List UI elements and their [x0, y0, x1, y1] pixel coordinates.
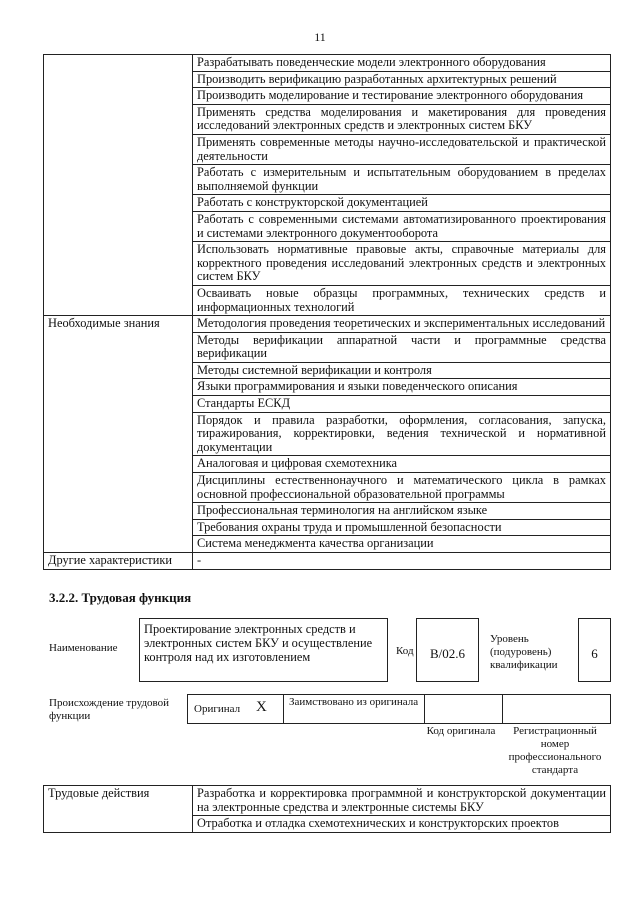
code-original-label: Код оригинала [426, 725, 496, 737]
skill-item: Применять средства моделирования и макетирования для проведения исследований электронных средств и электронных систем БКУ [193, 104, 611, 134]
knowledge-item: Методы системной верификации и контроля [193, 362, 611, 379]
skill-item: Работать с конструкторской документацией [193, 195, 611, 212]
skill-item: Производить моделирование и тестирование электронного оборудования [193, 88, 611, 105]
actions-table [43, 785, 611, 833]
other-label: Другие характеристики [44, 553, 193, 570]
skill-item: Осваивать новые образцы программных, технических средств и информационных технологий [193, 285, 611, 315]
code-label: Код [396, 645, 414, 657]
skills-label-cell [44, 55, 193, 316]
original-mark: X [256, 699, 267, 715]
level-label: Уровень (подуровень) квалификации [490, 633, 558, 671]
skill-item: Разрабатывать поведенческие модели электронного оборудования [193, 55, 611, 72]
original-label: Оригинал [194, 703, 241, 715]
knowledge-item: Языки программирования и языки поведенческого описания [193, 379, 611, 396]
knowledge-item: Методы верификации аппаратной части и программные средства верификации [193, 332, 611, 362]
knowledge-item: Требования охраны труда и промышленной безопасности [193, 519, 611, 536]
skill-item: Работать с измерительным и испытательным оборудованием в пределах выполняемой функции [193, 165, 611, 195]
name-value: Проектирование электронных средств и электронных систем БКУ и осуществление контроля над их изготовлением [139, 618, 388, 682]
action-item: Отработка и отладка схемотехнических и конструкторских проектов [193, 816, 611, 833]
knowledge-item: Профессиональная терминология на английском языке [193, 503, 611, 520]
actions-label: Трудовые действия [44, 786, 193, 833]
name-label: Наименование [49, 642, 118, 654]
section-title: 3.2.2. Трудовая функция [49, 590, 192, 605]
borrowed-label: Заимствовано из оригинала [289, 696, 419, 708]
knowledge-label: Необходимые знания [44, 316, 193, 553]
knowledge-item: Дисциплины естественнонаучного и математического цикла в рамках основной профессиональной образовательной программы [193, 473, 611, 503]
other-value: - [193, 553, 611, 570]
knowledge-item: Стандарты ЕСКД [193, 396, 611, 413]
knowledge-item: Методология проведения теоретических и экспериментальных исследований [193, 316, 611, 333]
origin-box [187, 694, 611, 724]
skill-item: Работать с современными системами автоматизированного проектирования и системами электронного документооборота [193, 211, 611, 241]
skills-knowledge-table [43, 54, 611, 570]
knowledge-item: Аналоговая и цифровая схемотехника [193, 456, 611, 473]
skill-item: Производить верификацию разработанных архитектурных решений [193, 71, 611, 88]
skill-item: Использовать нормативные правовые акты, справочные материалы для корректного проведения исследований электронных средств и электронных систем БКУ [193, 242, 611, 286]
skill-item: Применять современные методы научно-исследовательской и практической деятельности [193, 134, 611, 164]
origin-label: Происхождение трудовой функции [49, 697, 170, 722]
action-item: Разработка и корректировка программной и конструкторской документации на электронные средства и электронные системы БКУ [193, 786, 611, 816]
page-number: 11 [314, 30, 326, 44]
registration-label: Регистрационный номер профессионального стандарта [508, 725, 602, 776]
knowledge-item: Система менеджмента качества организации [193, 536, 611, 553]
level-value: 6 [578, 618, 611, 682]
code-value: В/02.6 [416, 618, 479, 682]
knowledge-item: Порядок и правила разработки, оформления, согласования, запуска, тиражирования, корректировки, ведения технической и нормативной документации [193, 412, 611, 456]
